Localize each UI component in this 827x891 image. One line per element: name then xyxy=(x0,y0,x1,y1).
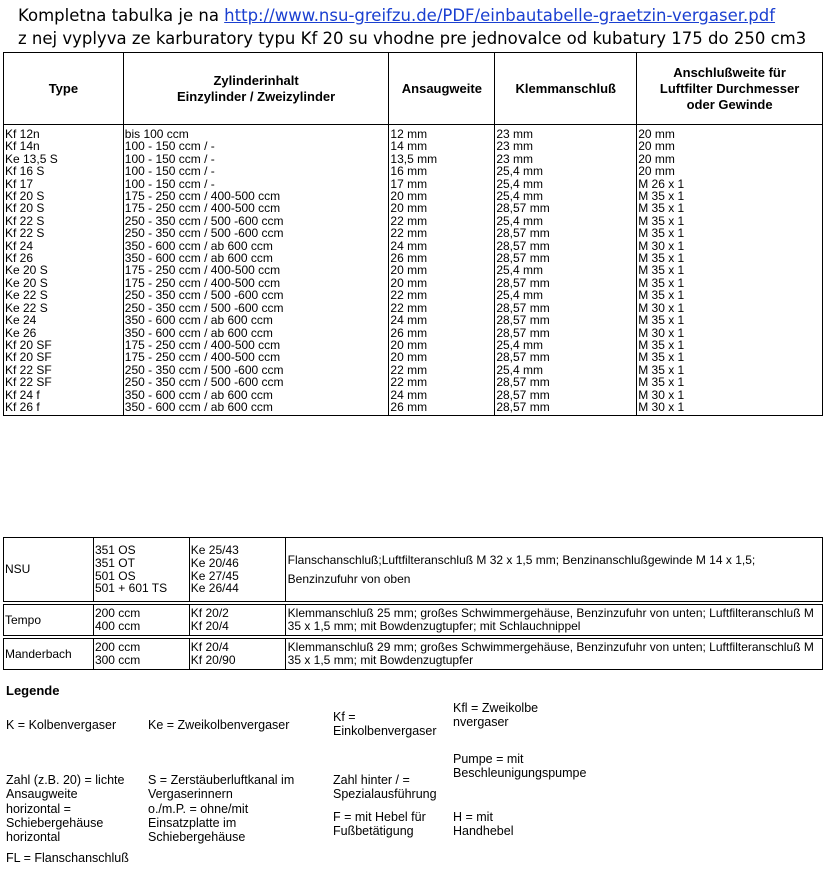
header-type: Type xyxy=(4,53,124,125)
ansaugweite-cell: 24 mm xyxy=(389,240,495,252)
zylinderinhalt-cell: 250 - 350 ccm / 500 -600 ccm xyxy=(123,376,389,388)
klemmanschluss-cell: 28,57 mm xyxy=(495,227,637,239)
ansaugweite-cell: 20 mm xyxy=(389,351,495,363)
klemmanschluss-cell: 28,57 mm xyxy=(495,240,637,252)
anschlussweite-cell: M 35 x 1 xyxy=(637,289,823,301)
klemmanschluss-cell: 28,57 mm xyxy=(495,302,637,314)
ansaugweite-cell: 26 mm xyxy=(389,252,495,264)
table-row xyxy=(4,165,823,177)
zylinderinhalt-cell: 175 - 250 ccm / 400-500 ccm xyxy=(123,351,389,363)
zylinderinhalt-cell: bis 100 ccm xyxy=(123,125,389,141)
anschlussweite-cell: M 30 x 1 xyxy=(637,327,823,339)
ansaugweite-cell: 16 mm xyxy=(389,165,495,177)
ansaugweite-cell: 17 mm xyxy=(389,178,495,190)
intro-text xyxy=(18,4,818,50)
ansaugweite-cell: 20 mm xyxy=(389,264,495,276)
ansaugweite-cell: 20 mm xyxy=(389,202,495,214)
header-anschlussweite: Anschlußweite für Luftfilter Durchmesser oder Gewinde xyxy=(637,53,823,125)
ansaugweite-cell: 22 mm xyxy=(389,376,495,388)
legend-zahl: Zahl (z.B. 20) = lichte Ansaugweite xyxy=(6,773,125,801)
ansaugweite-cell: 22 mm xyxy=(389,289,495,301)
type-cell: Ke 26 xyxy=(4,327,124,339)
table-row xyxy=(4,351,823,363)
table-row xyxy=(4,264,823,276)
extra-row-nsu xyxy=(4,538,823,602)
type-cell: Kf 17 xyxy=(4,178,124,190)
anschlussweite-cell: M 30 x 1 xyxy=(637,401,823,416)
manufacturer-table xyxy=(3,537,823,670)
ansaugweite-cell: 20 mm xyxy=(389,190,495,202)
type-cell: Kf 22 SF xyxy=(4,376,124,388)
zylinderinhalt-cell: 175 - 250 ccm / 400-500 ccm xyxy=(123,190,389,202)
klemmanschluss-cell: 28,57 mm xyxy=(495,376,637,388)
anschlussweite-cell: M 30 x 1 xyxy=(637,240,823,252)
zylinderinhalt-cell: 175 - 250 ccm / 400-500 ccm xyxy=(123,264,389,276)
models-cell: 200 ccm 300 ccm xyxy=(93,639,189,670)
intro-prefix: Kompletna tabulka je na xyxy=(18,6,225,25)
klemmanschluss-cell: 28,57 mm xyxy=(495,252,637,264)
ansaugweite-cell: 24 mm xyxy=(389,314,495,326)
legend-zahl-hinter: Zahl hinter / = Spezialausführung xyxy=(333,773,437,801)
type-cell: Kf 22 S xyxy=(4,227,124,239)
ansaugweite-cell: 20 mm xyxy=(389,277,495,289)
zylinderinhalt-cell: 250 - 350 ccm / 500 -600 ccm xyxy=(123,215,389,227)
notes-cell: Flanschanschluß;Luftfilteranschluß M 32 x 1,5 mm; Benzinanschlußgewinde M 14 x 1,5; Benzinzufuhr von oben xyxy=(285,538,822,602)
types-cell: Kf 20/4 Kf 20/90 xyxy=(189,639,285,670)
maker-cell: Manderbach xyxy=(4,639,94,670)
type-cell: Ke 20 S xyxy=(4,264,124,276)
zylinderinhalt-cell: 100 - 150 ccm / - xyxy=(123,178,389,190)
zylinderinhalt-cell: 175 - 250 ccm / 400-500 ccm xyxy=(123,277,389,289)
anschlussweite-cell: M 35 x 1 xyxy=(637,339,823,351)
zylinderinhalt-cell: 100 - 150 ccm / - xyxy=(123,153,389,165)
models-cell: 200 ccm 400 ccm xyxy=(93,605,189,636)
zylinderinhalt-cell: 350 - 600 ccm / ab 600 ccm xyxy=(123,240,389,252)
klemmanschluss-cell: 28,57 mm xyxy=(495,351,637,363)
zylinderinhalt-cell: 175 - 250 ccm / 400-500 ccm xyxy=(123,339,389,351)
legend-fl: FL = Flanschanschluß xyxy=(6,851,129,865)
type-cell: Kf 24 f xyxy=(4,389,124,401)
anschlussweite-cell: M 35 x 1 xyxy=(637,264,823,276)
type-cell: Ke 22 S xyxy=(4,302,124,314)
klemmanschluss-cell: 28,57 mm xyxy=(495,327,637,339)
type-cell: Ke 13,5 S xyxy=(4,153,124,165)
notes-cell: Klemmanschluß 29 mm; großes Schwimmergehäuse, Benzinzufuhr von unten; Luftfilteranschluß M 35 x 1,5 mm; mit Bowdenzugtupfer xyxy=(285,639,822,670)
ansaugweite-cell: 26 mm xyxy=(389,327,495,339)
klemmanschluss-cell: 25,4 mm xyxy=(495,215,637,227)
table-row xyxy=(4,202,823,214)
zylinderinhalt-cell: 350 - 600 ccm / ab 600 ccm xyxy=(123,314,389,326)
legend-kfl: Kfl = Zweikolbenvergaser xyxy=(453,701,539,729)
anschlussweite-cell: M 35 x 1 xyxy=(637,351,823,363)
legend-horizontal: horizontal = Schiebergehäuse horizontal xyxy=(6,802,104,844)
anschlussweite-cell: M 35 x 1 xyxy=(637,190,823,202)
type-cell: Kf 20 S xyxy=(4,202,124,214)
type-cell: Kf 20 S xyxy=(4,190,124,202)
anschlussweite-cell: M 35 x 1 xyxy=(637,364,823,376)
legend-h: H = mit Handhebel xyxy=(453,810,514,838)
anschlussweite-cell: M 35 x 1 xyxy=(637,252,823,264)
zylinderinhalt-cell: 350 - 600 ccm / ab 600 ccm xyxy=(123,252,389,264)
klemmanschluss-cell: 28,57 mm xyxy=(495,401,637,416)
anschlussweite-cell: M 35 x 1 xyxy=(637,277,823,289)
type-cell: Ke 24 xyxy=(4,314,124,326)
table-row xyxy=(4,376,823,388)
anschlussweite-cell: 20 mm xyxy=(637,153,823,165)
zylinderinhalt-cell: 250 - 350 ccm / 500 -600 ccm xyxy=(123,289,389,301)
legend-omp: o./m.P. = ohne/mit Einsatzplatte im Schiebergehäuse xyxy=(148,802,249,844)
klemmanschluss-cell: 25,4 mm xyxy=(495,178,637,190)
legend-kf: Kf = Einkolbenvergaser xyxy=(333,710,437,738)
table-row xyxy=(4,401,823,416)
intro-line-2: z nej vyplyva ze karburatory typu Kf 20 su vhodne pre jednovalce od kubatury 175 do 250 cm3 xyxy=(18,29,807,48)
anschlussweite-cell: 20 mm xyxy=(637,125,823,141)
anschlussweite-cell: M 30 x 1 xyxy=(637,302,823,314)
legend-k: K = Kolbenvergaser xyxy=(6,718,117,732)
anschlussweite-cell: M 35 x 1 xyxy=(637,215,823,227)
extra-row-manderbach xyxy=(4,639,823,670)
zylinderinhalt-cell: 250 - 350 ccm / 500 -600 ccm xyxy=(123,302,389,314)
zylinderinhalt-cell: 250 - 350 ccm / 500 -600 ccm xyxy=(123,364,389,376)
klemmanschluss-cell: 28,57 mm xyxy=(495,277,637,289)
type-cell: Kf 12n xyxy=(4,125,124,141)
type-cell: Kf 24 xyxy=(4,240,124,252)
ansaugweite-cell: 22 mm xyxy=(389,302,495,314)
klemmanschluss-cell: 28,57 mm xyxy=(495,314,637,326)
zylinderinhalt-cell: 350 - 600 ccm / ab 600 ccm xyxy=(123,401,389,416)
type-cell: Kf 14n xyxy=(4,140,124,152)
type-cell: Ke 20 S xyxy=(4,277,124,289)
zylinderinhalt-cell: 250 - 350 ccm / 500 -600 ccm xyxy=(123,227,389,239)
zylinderinhalt-cell: 100 - 150 ccm / - xyxy=(123,140,389,152)
types-cell: Kf 20/2 Kf 20/4 xyxy=(189,605,285,636)
models-cell: 351 OS 351 OT 501 OS 501 + 601 TS xyxy=(93,538,189,602)
ansaugweite-cell: 26 mm xyxy=(389,401,495,416)
table-row xyxy=(4,125,823,141)
klemmanschluss-cell: 25,4 mm xyxy=(495,165,637,177)
table-row xyxy=(4,140,823,152)
header-zylinderinhalt: Zylinderinhalt Einzylinder / Zweizylinder xyxy=(123,53,389,125)
type-cell: Kf 22 S xyxy=(4,215,124,227)
table-row xyxy=(4,289,823,301)
ansaugweite-cell: 13,5 mm xyxy=(389,153,495,165)
klemmanschluss-cell: 23 mm xyxy=(495,140,637,152)
intro-line-1 xyxy=(18,4,818,27)
maker-cell: Tempo xyxy=(4,605,94,636)
ansaugweite-cell: 20 mm xyxy=(389,339,495,351)
klemmanschluss-cell: 25,4 mm xyxy=(495,190,637,202)
extra-row-tempo xyxy=(4,605,823,636)
type-cell: Ke 22 S xyxy=(4,289,124,301)
notes-cell: Klemmanschluß 25 mm; großes Schwimmergehäuse, Benzinzufuhr von unten; Luftfilteranschluß M 35 x 1,5 mm; mit Bowdenzugtupfer; mit Schlauchnippel xyxy=(285,605,822,636)
klemmanschluss-cell: 28,57 mm xyxy=(495,389,637,401)
anschlussweite-cell: 20 mm xyxy=(637,165,823,177)
type-cell: Kf 26 f xyxy=(4,401,124,416)
types-cell: Ke 25/43 Ke 20/46 Ke 27/45 Ke 26/44 xyxy=(189,538,285,602)
header-klemmanschluss: Klemmanschluß xyxy=(495,53,637,125)
ansaugweite-cell: 24 mm xyxy=(389,389,495,401)
type-cell: Kf 22 SF xyxy=(4,364,124,376)
zylinderinhalt-cell: 350 - 600 ccm / ab 600 ccm xyxy=(123,327,389,339)
zylinderinhalt-cell: 175 - 250 ccm / 400-500 ccm xyxy=(123,202,389,214)
klemmanschluss-cell: 28,57 mm xyxy=(495,202,637,214)
anschlussweite-cell: M 35 x 1 xyxy=(637,314,823,326)
klemmanschluss-cell: 25,4 mm xyxy=(495,364,637,376)
table-row xyxy=(4,314,823,326)
anschlussweite-cell: M 35 x 1 xyxy=(637,202,823,214)
carburetor-table xyxy=(3,52,823,416)
type-cell: Kf 16 S xyxy=(4,165,124,177)
zylinderinhalt-cell: 100 - 150 ccm / - xyxy=(123,165,389,177)
klemmanschluss-cell: 25,4 mm xyxy=(495,264,637,276)
klemmanschluss-cell: 25,4 mm xyxy=(495,339,637,351)
ansaugweite-cell: 22 mm xyxy=(389,215,495,227)
legend-s: S = Zerstäuberluftkanal im Vergaserinnern xyxy=(148,773,295,801)
legend-ke: Ke = Zweikolbenvergaser xyxy=(148,718,290,732)
header-ansaugweite: Ansaugweite xyxy=(389,53,495,125)
type-cell: Kf 20 SF xyxy=(4,351,124,363)
ansaugweite-cell: 22 mm xyxy=(389,227,495,239)
table-header xyxy=(4,53,823,125)
anschlussweite-cell: M 35 x 1 xyxy=(637,376,823,388)
anschlussweite-cell: 20 mm xyxy=(637,140,823,152)
type-cell: Kf 26 xyxy=(4,252,124,264)
klemmanschluss-cell: 25,4 mm xyxy=(495,289,637,301)
ansaugweite-cell: 12 mm xyxy=(389,125,495,141)
legend-f: F = mit Hebel für Fußbetätigung xyxy=(333,810,426,838)
anschlussweite-cell: M 30 x 1 xyxy=(637,389,823,401)
zylinderinhalt-cell: 350 - 600 ccm / ab 600 ccm xyxy=(123,389,389,401)
klemmanschluss-cell: 23 mm xyxy=(495,153,637,165)
klemmanschluss-cell: 23 mm xyxy=(495,125,637,141)
ansaugweite-cell: 14 mm xyxy=(389,140,495,152)
type-cell: Kf 20 SF xyxy=(4,339,124,351)
legend-pumpe: Pumpe = mit Beschleunigungspumpe xyxy=(453,752,587,780)
ansaugweite-cell: 22 mm xyxy=(389,364,495,376)
anschlussweite-cell: M 26 x 1 xyxy=(637,178,823,190)
legend-title: Legende xyxy=(6,683,60,698)
table-row xyxy=(4,227,823,239)
anschlussweite-cell: M 35 x 1 xyxy=(637,227,823,239)
maker-cell: NSU xyxy=(4,538,94,602)
table-link[interactable]: http://www.nsu-greifzu.de/PDF/einbautabelle-graetzin-vergaser.pdf xyxy=(224,6,776,25)
